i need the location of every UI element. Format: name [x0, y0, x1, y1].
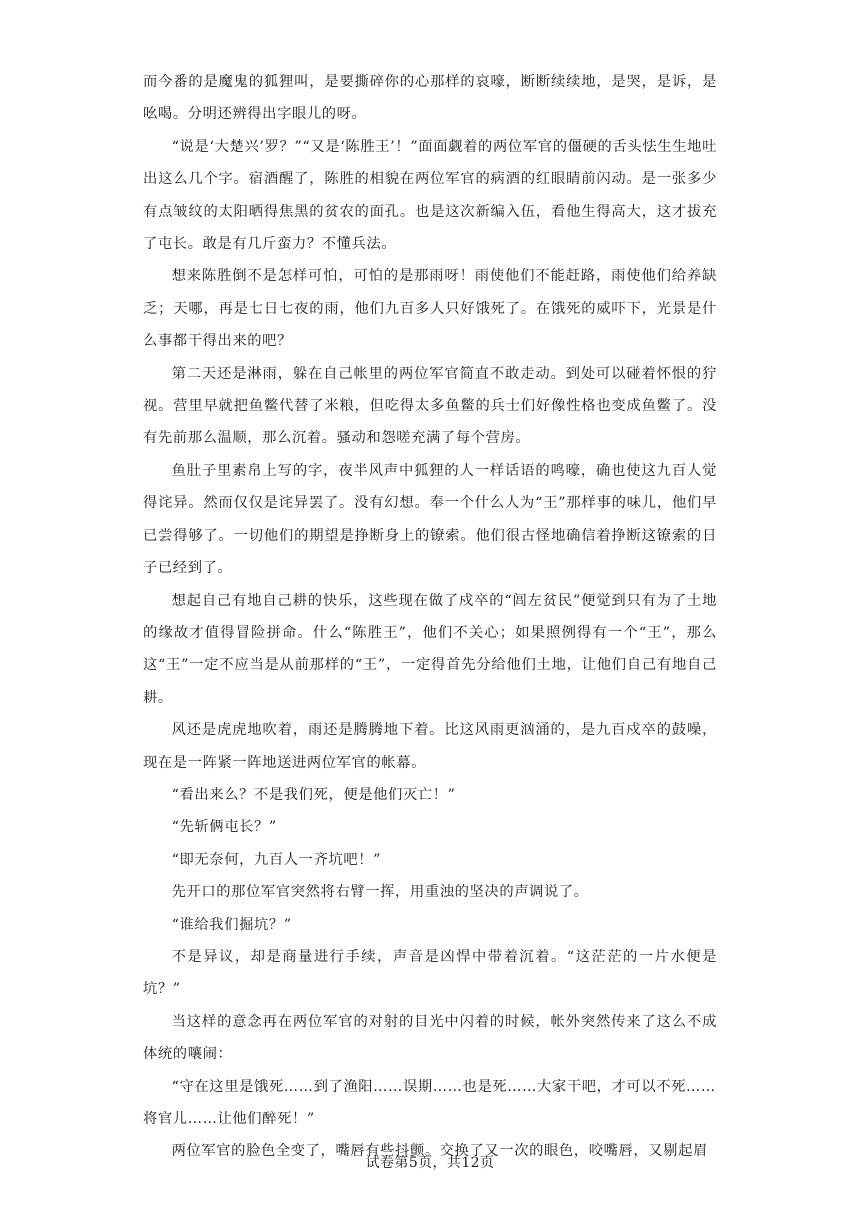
paragraph-9: 不是异议，却是商量进行手续，声音是凶悍中带着沉着。“这茫茫的一片水便是坑？” — [143, 948, 717, 998]
paragraph-4: 第二天还是淋雨，躲在自己帐里的两位军官简直不敢走动。到处可以碰着怀恨的狞视。营里早就把鱼鳖代替了米粮，但吃得太多鱼鳖的兵士们好像性格也变成鱼鳖了。没有先前那么温顺，那么沉着。骚动和怨嗟充满了每个营房。 — [143, 365, 717, 447]
dialogue-line-3: “即无奈何，九百人一齐坑吧！” — [171, 851, 382, 868]
paragraph-6: 想起自己有地自己耕的快乐，这些现在做了戍卒的“闾左贫民”便觉到只有为了土地的缘故才值得冒险拼命。什么“陈胜王”，他们不关心；如果照例得有一个“王”，那么这“王”一定不应当是从前那样的“王”，一定得首先分给他们土地，让他们自己有地自己耕。 — [143, 592, 717, 706]
paragraph-8: 先开口的那位军官突然将右臂一挥，用重浊的坚决的声调说了。 — [171, 884, 589, 901]
dialogue-line-2: “先斩俩屯长？” — [171, 819, 277, 836]
paragraph-2: “说是‘大楚兴’罗？”“又是‘陈胜王’！”面面觑着的两位军官的僵硬的舌头怯生生地吐出这么几个字。宿酒醒了，陈胜的相貌在两位军官的病酒的红眼睛前闪动。是一张多少有点皱纹的太阳晒得焦黑的贫农的面孔。也是这次新编入伍，看他生得高大，这才拔充了屯长。敢是有几斤蛮力？不懂兵法。 — [143, 138, 717, 253]
page-footer — [0, 1152, 860, 1172]
paragraph-7: 风还是虎虎地吹着，雨还是腾腾地下着。比这风雨更汹涌的，是九百戍卒的鼓噪，现在是一阵紧一阵地送进两位军官的帐幕。 — [143, 722, 717, 771]
page-number-label: 试卷第5页，共12页 — [365, 1155, 495, 1171]
paragraph-5: 鱼肚子里素帛上写的字，夜半风声中狐狸的人一样话语的鸣嚎，确也使这九百人觉得诧异。然而仅仅是诧异罢了。没有幻想。奉一个什么人为“王”那样事的味儿，他们早已尝得够了。一切他们的期望是挣断身上的镣索。他们很古怪地确信着挣断这镣索的日子已经到了。 — [143, 462, 717, 577]
dialogue-line-4: “谁给我们掘坑？” — [171, 916, 292, 933]
paragraph-10: 当这样的意念再在两位军官的对射的目光中闪着的时候，帐外突然传来了这么不成体统的嚷闹： — [143, 1013, 717, 1063]
paragraph-11: 两位军官的脸色全变了，嘴唇有些抖颤。交换了又一次的眼色，咬嘴唇，又剔起眉 — [171, 1143, 708, 1160]
dialogue-line-1: “看出来么？不是我们死，便是他们灭亡！” — [171, 786, 456, 803]
article-body — [143, 66, 717, 1168]
paragraph-3: 想来陈胜倒不是怎样可怕，可怕的是那雨呀！雨使他们不能赶路，雨使他们给养缺乏；天哪，再是七日七夜的雨，他们九百多人只好饿死了。在饿死的威吓下，光景是什么事都干得出来的吧？ — [143, 268, 717, 350]
paragraph-1: 而今番的是魔鬼的狐狸叫，是要撕碎你的心那样的哀嚎，断断续续地，是哭，是诉，是吆喝。分明还辨得出字眼儿的呀。 — [143, 74, 717, 123]
dialogue-line-5: “守在这里是饿死……到了渔阳……误期……也是死……大家干吧，才可以不死……将官儿……让他们醉死！” — [143, 1078, 716, 1127]
